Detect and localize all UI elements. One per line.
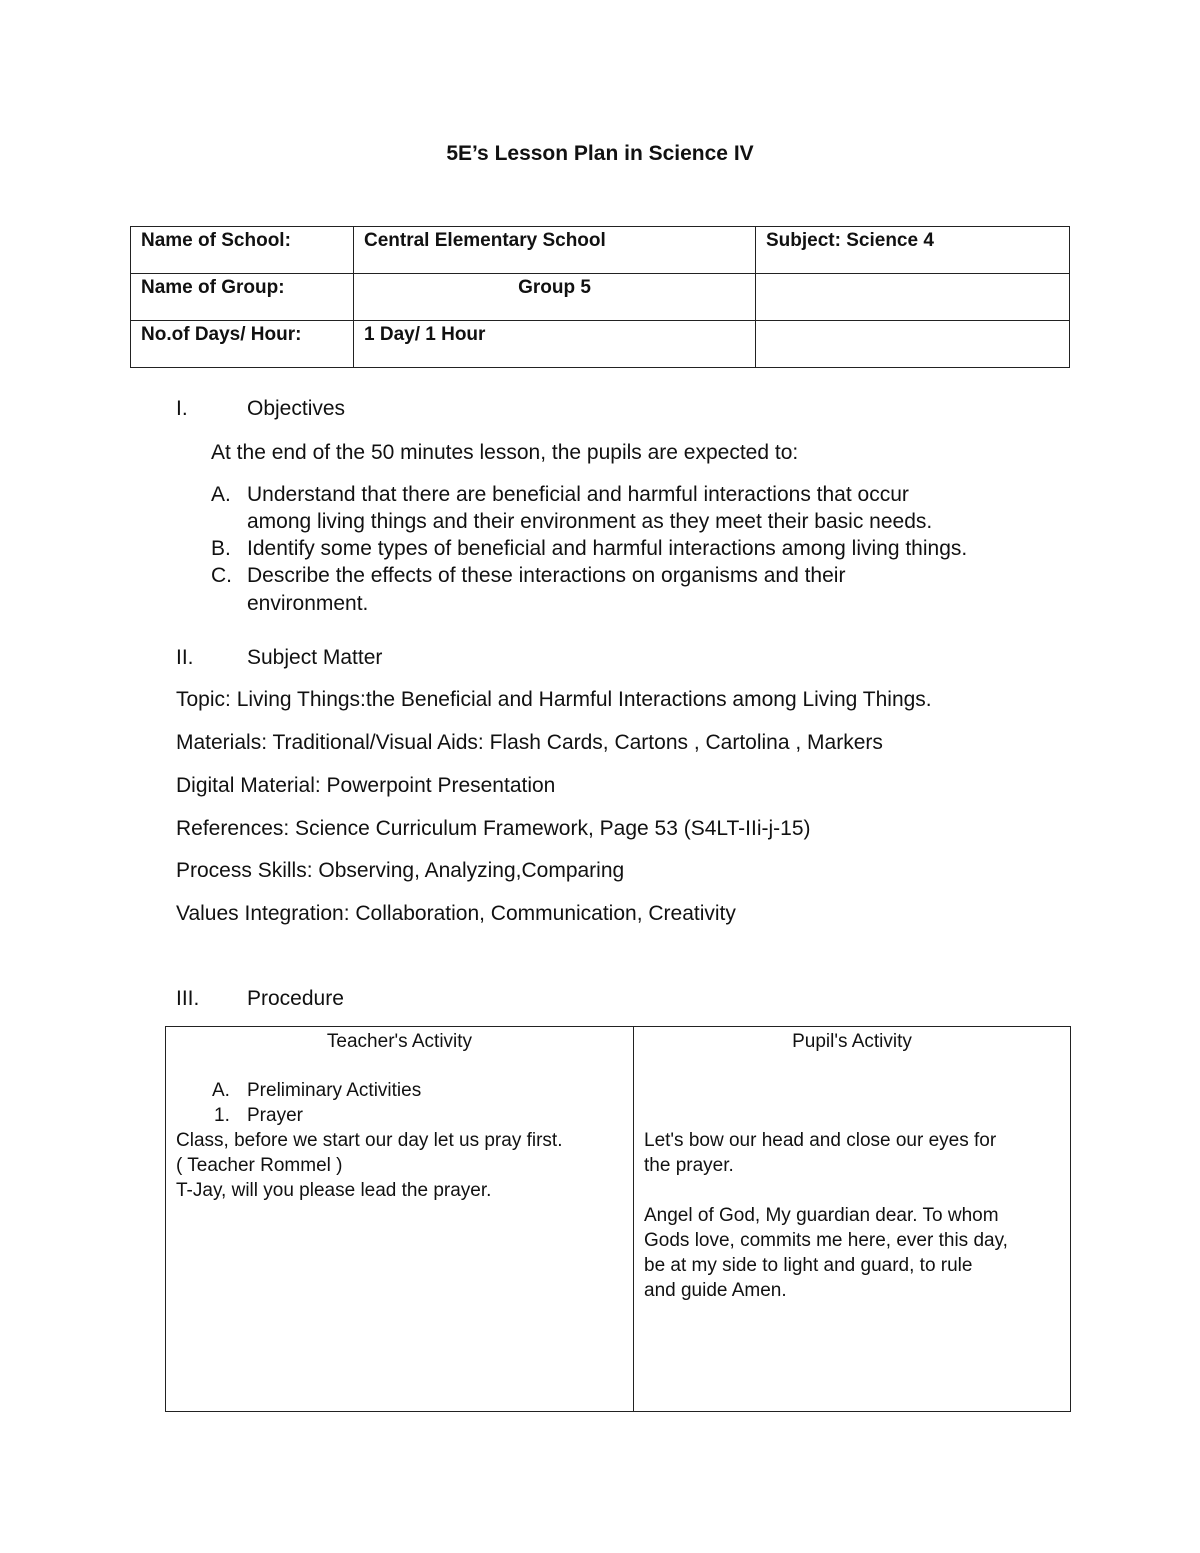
objective-a-line1: Understand that there are beneficial and harmful interactions that occur bbox=[247, 483, 909, 506]
subject-matter-number: II. bbox=[176, 646, 194, 669]
subject-value: Subject: Science 4 bbox=[756, 227, 1070, 274]
objective-c-line1: Describe the effects of these interactions on organisms and their bbox=[247, 564, 846, 587]
section-title: Preliminary Activities bbox=[247, 1080, 422, 1101]
prayer-line: be at my side to light and guard, to rule bbox=[644, 1255, 973, 1276]
pupil-activity-cell bbox=[634, 1027, 1071, 1412]
school-label: Name of School: bbox=[131, 227, 354, 274]
section-letter: A. bbox=[212, 1080, 230, 1101]
teacher-line: ( Teacher Rommel ) bbox=[176, 1155, 343, 1176]
document-title: 5E’s Lesson Plan in Science IV bbox=[446, 142, 754, 165]
values-line: Values Integration: Collaboration, Communication, Creativity bbox=[176, 902, 736, 925]
procedure-number: III. bbox=[176, 987, 200, 1010]
info-table bbox=[130, 226, 1070, 368]
objective-a-line2: among living things and their environment as they meet their basic needs. bbox=[247, 510, 933, 533]
days-label: No.of Days/ Hour: bbox=[131, 321, 354, 368]
preliminary-activities bbox=[176, 1078, 623, 1103]
table-row bbox=[131, 321, 1070, 368]
step-title: Prayer bbox=[247, 1105, 303, 1126]
teacher-line: Class, before we start our day let us pray first. bbox=[176, 1130, 563, 1151]
prayer-line: Angel of God, My guardian dear. To whom bbox=[644, 1205, 999, 1226]
subject-matter-heading: Subject Matter bbox=[247, 646, 383, 669]
school-value: Central Elementary School bbox=[354, 227, 756, 274]
empty-cell bbox=[756, 274, 1070, 321]
prayer-line: and guide Amen. bbox=[644, 1280, 787, 1301]
table-row bbox=[131, 274, 1070, 321]
topic-line: Topic: Living Things:the Beneficial and Harmful Interactions among Living Things. bbox=[176, 688, 932, 711]
references-line: References: Science Curriculum Framework, Page 53 (S4LT-IIi-j-15) bbox=[176, 817, 811, 840]
group-label: Name of Group: bbox=[131, 274, 354, 321]
materials-line: Materials: Traditional/Visual Aids: Flash Cards, Cartons , Cartolina , Markers bbox=[176, 731, 883, 754]
objectives-number: I. bbox=[176, 397, 188, 420]
pupil-activity-header: Pupil's Activity bbox=[792, 1031, 912, 1052]
teacher-activity-cell bbox=[166, 1027, 634, 1412]
objective-b-line1: Identify some types of beneficial and harmful interactions among living things. bbox=[247, 537, 968, 560]
table-row bbox=[166, 1027, 1071, 1412]
pupil-line: Let's bow our head and close our eyes for bbox=[644, 1130, 997, 1151]
objective-letter: A. bbox=[211, 483, 231, 506]
procedure-heading: Procedure bbox=[247, 987, 344, 1010]
objective-c-line2: environment. bbox=[247, 592, 369, 615]
objectives-intro: At the end of the 50 minutes lesson, the pupils are expected to: bbox=[211, 441, 799, 464]
procedure-table bbox=[165, 1026, 1071, 1412]
prayer-line: Gods love, commits me here, ever this day, bbox=[644, 1230, 1008, 1251]
digital-material-line: Digital Material: Powerpoint Presentation bbox=[176, 774, 556, 797]
prayer-step bbox=[176, 1103, 623, 1128]
table-row bbox=[131, 227, 1070, 274]
teacher-line: T-Jay, will you please lead the prayer. bbox=[176, 1180, 492, 1201]
objective-letter: B. bbox=[211, 537, 231, 560]
objectives-heading: Objectives bbox=[247, 397, 346, 420]
teacher-activity-header: Teacher's Activity bbox=[326, 1031, 473, 1052]
step-number: 1. bbox=[214, 1105, 230, 1126]
pupil-line: the prayer. bbox=[644, 1155, 734, 1176]
days-value: 1 Day/ 1 Hour bbox=[354, 321, 756, 368]
empty-cell bbox=[756, 321, 1070, 368]
objective-letter: C. bbox=[211, 564, 232, 587]
process-skills-line: Process Skills: Observing, Analyzing,Comparing bbox=[176, 859, 625, 882]
group-value: Group 5 bbox=[354, 274, 756, 321]
